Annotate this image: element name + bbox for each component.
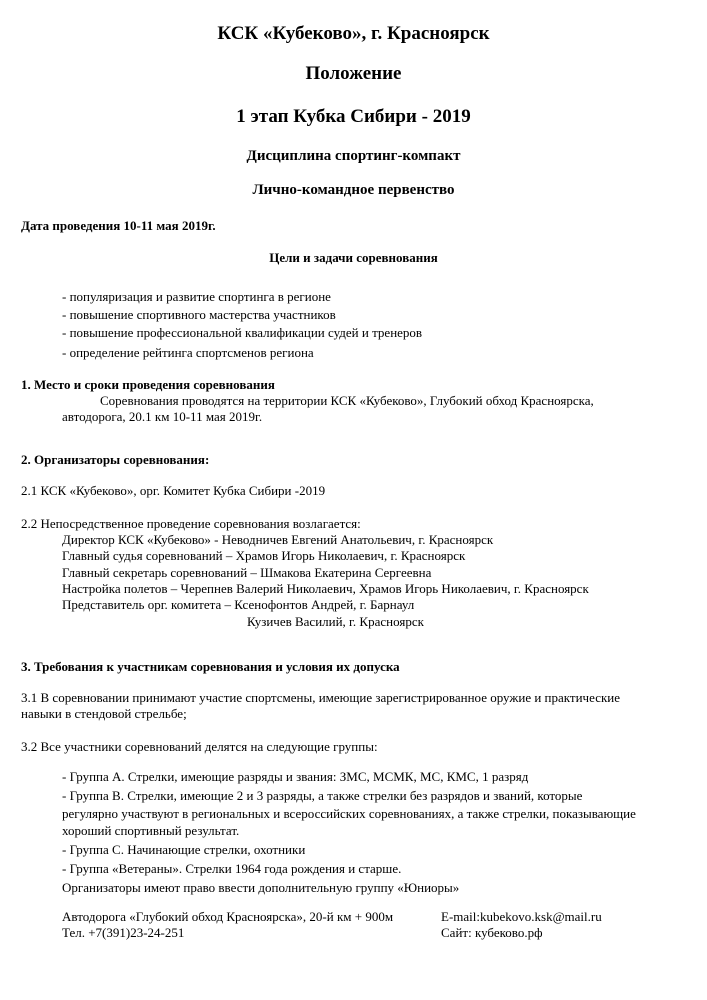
staff-line: Кузичев Василий, г. Красноярск (247, 614, 424, 629)
discipline-title: Дисциплина спортинг-компакт (246, 148, 461, 164)
section3-paragraph: 3.2 Все участники соревнований делятся на следующие группы: (21, 739, 378, 754)
date-line: Дата проведения 10-11 мая 2019г. (21, 218, 216, 233)
goals-item: - популяризация и развитие спортинга в регионе (62, 289, 331, 304)
section1-text: Соревнования проводятся на территории КСК «Кубеково», Глубокий обход Красноярска, (100, 393, 594, 408)
goals-heading: Цели и задачи соревнования (269, 250, 438, 265)
footer-site: Сайт: кубеково.рф (441, 925, 543, 940)
staff-line: Настройка полетов – Черепнев Валерий Николаевич, Храмов Игорь Николаевич, г. Красноярск (62, 581, 589, 596)
group-line: хороший спортивный результат. (62, 823, 240, 838)
group-line: - Группа «Ветераны». Стрелки 1964 года рождения и старше. (62, 861, 402, 876)
section2-heading: 2. Организаторы соревнования: (21, 452, 210, 467)
section3-paragraph: навыки в стендовой стрельбе; (21, 706, 187, 721)
section1-heading: 1. Место и сроки проведения соревнования (21, 377, 275, 392)
staff-line: Директор КСК «Кубеково» - Неводничев Евгений Анатольевич, г. Красноярск (62, 532, 494, 547)
staff-line: Представитель орг. комитета – Ксенофонтов Андрей, г. Барнаул (62, 597, 415, 612)
footer-address: Автодорога «Глубокий обход Красноярска», 20-й км + 900м (62, 909, 394, 924)
staff-line: Главный судья соревнований – Храмов Игорь Николаевич, г. Красноярск (62, 548, 466, 563)
document-type-title: Положение (305, 63, 402, 84)
group-line: - Группа С. Начинающие стрелки, охотники (62, 842, 306, 857)
group-line: - Группа А. Стрелки, имеющие разряды и звания: ЗМС, МСМК, МС, КМС, 1 разряд (62, 769, 529, 784)
goals-item: - определение рейтинга спортсменов региона (62, 345, 314, 360)
section3-heading: 3. Требования к участникам соревнования и условия их допуска (21, 659, 400, 674)
section1-text: автодорога, 20.1 км 10-11 мая 2019г. (62, 409, 263, 424)
goals-item: - повышение профессиональной квалификации судей и тренеров (62, 325, 423, 340)
section2-paragraph: 2.1 КСК «Кубеково», орг. Комитет Кубка Сибири -2019 (21, 483, 326, 498)
staff-line: Главный секретарь соревнований – Шмакова Екатерина Сергеевна (62, 565, 432, 580)
championship-title: Лично-командное первенство (252, 182, 455, 198)
group-line: регулярно участвуют в региональных и всероссийских соревнованиях, а также стрелки, показывающие (62, 806, 636, 821)
goals-item: - повышение спортивного мастерства участников (62, 307, 336, 322)
event-title: 1 этап Кубка Сибири - 2019 (236, 106, 471, 127)
footer-phone: Тел. +7(391)23-24-251 (62, 925, 185, 940)
footer-email: E-mail:kubekovo.ksk@mail.ru (441, 909, 602, 924)
group-line: - Группа В. Стрелки, имеющие 2 и 3 разряды, а также стрелки без разрядов и званий, которые (62, 788, 583, 803)
group-line: Организаторы имеют право ввести дополнительную группу «Юниоры» (62, 880, 460, 895)
org-title: КСК «Кубеково», г. Красноярск (217, 23, 490, 44)
section2-paragraph: 2.2 Непосредственное проведение соревнования возлагается: (21, 516, 361, 531)
section3-paragraph: 3.1 В соревновании принимают участие спортсмены, имеющие зарегистрированное оружие и практические (21, 690, 621, 705)
